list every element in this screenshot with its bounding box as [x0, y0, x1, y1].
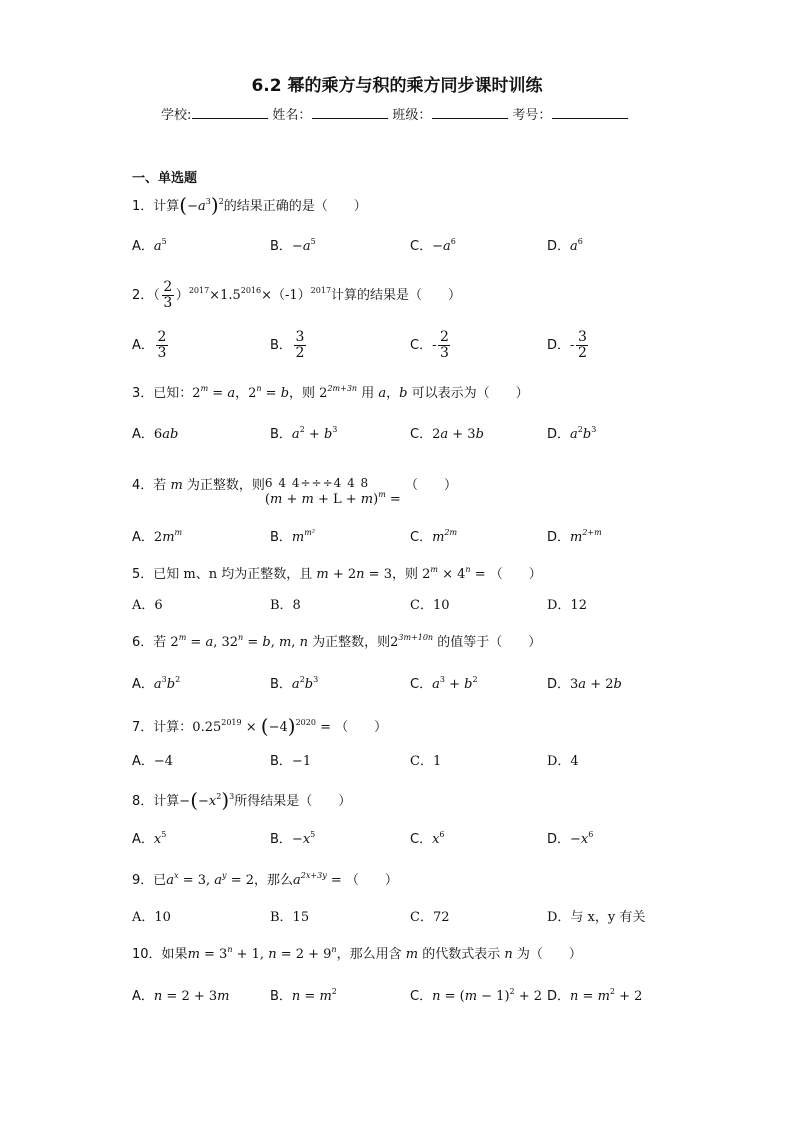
- q1-option-b[interactable]: B．$-a^5$: [270, 237, 316, 254]
- q2-option-b[interactable]: B． $\frac{3}{2}$: [270, 329, 305, 361]
- page-title: 6.2 幂的乘方与积的乘方同步课时训练: [251, 76, 543, 96]
- q2-option-c[interactable]: C．- $\frac{2}{3}$: [410, 329, 449, 361]
- q9-option-c[interactable]: C．72: [410, 910, 450, 925]
- q8-option-a[interactable]: A．$x^5$: [132, 830, 167, 847]
- q2-option-d[interactable]: D．- $\frac{3}{2}$: [547, 329, 587, 361]
- q3-option-c[interactable]: C．2a + 3b: [410, 427, 484, 442]
- q8-option-c[interactable]: C．$x^6$: [410, 830, 445, 847]
- q5-option-a[interactable]: A．6: [132, 598, 163, 613]
- q10-option-a[interactable]: A．n = 2 + 3m: [132, 989, 230, 1004]
- q1-option-a[interactable]: A．$a^5$: [132, 237, 167, 254]
- q9-option-a[interactable]: A．10: [132, 910, 171, 925]
- q6-option-a[interactable]: A．$a^3b^2$: [132, 675, 181, 692]
- q6-option-d[interactable]: D．3a + 2b: [547, 677, 622, 692]
- q8-option-b[interactable]: B．$-x^5$: [270, 830, 316, 847]
- q9-option-b[interactable]: B．15: [270, 910, 310, 925]
- class-label: 班级：: [392, 108, 432, 123]
- q2-option-a[interactable]: A． $\frac{2}{3}$: [132, 329, 167, 361]
- q1-option-c[interactable]: C．$-a^6$: [410, 237, 456, 254]
- q10-option-d[interactable]: D．$n = m^2 + 2$: [547, 987, 643, 1004]
- q4-option-a[interactable]: A．$2m^m$: [132, 528, 183, 545]
- q7-option-c[interactable]: C．1: [410, 754, 442, 769]
- q4-option-c[interactable]: C．$m^{2m}$: [410, 528, 458, 545]
- garbled-expression: 6 4 4÷÷÷4 4 8 $(m + m + L + m)^m$ =: [264, 476, 401, 507]
- question-10: 10．如果$m = 3^n + 1$, $n = 2 + 9^n$，那么用含 m 的代数式表示 n 为（ ）: [132, 945, 582, 962]
- q10-option-c[interactable]: C．$n = (m - 1)^2 + 2$: [410, 987, 543, 1004]
- q5-option-d[interactable]: D．12: [547, 598, 587, 613]
- question-5: 5．已知 m、n 均为正整数，且 m + 2n = 3，则 $2^m \times 4^n$ = （ ）: [132, 565, 542, 582]
- q7-option-a[interactable]: A．−4: [132, 754, 174, 769]
- question-1: 1．计算$(-a^3)^2$的结果正确的是（ ）: [132, 193, 367, 217]
- question-8: 8．计算$-(-x^2)^3$所得结果是（ ）: [132, 788, 352, 812]
- q8-option-d[interactable]: D．$-x^6$: [547, 830, 594, 847]
- q6-option-c[interactable]: C．$a^3 + b^2$: [410, 675, 478, 692]
- q1-option-d[interactable]: D．$a^6$: [547, 237, 583, 254]
- q9-option-d[interactable]: D．与 x，y 有关: [547, 910, 646, 925]
- question-4: 4．若 m 为正整数，则6 4 4÷÷÷4 4 8 $(m + m + L + m)^m$ = （ ）: [132, 476, 457, 507]
- question-7: 7．计算：$0.25^{2019} \times (-4)^{2020}$ = （ ）: [132, 714, 388, 738]
- name-label: 姓名：: [272, 108, 312, 123]
- q3-option-a[interactable]: A．6ab: [132, 427, 179, 442]
- number-blank[interactable]: [552, 106, 628, 119]
- section-title: 一、单选题: [132, 171, 198, 186]
- number-label: 考号：: [512, 108, 552, 123]
- q7-option-d[interactable]: D．4: [547, 754, 579, 769]
- q3-option-d[interactable]: D．$a^2b^3$: [547, 425, 597, 442]
- q4-option-d[interactable]: D．$m^{2+m}$: [547, 528, 602, 545]
- question-3: 3．已知：$2^m = a$，$2^n = b$，则 $2^{2m+3n}$ 用 a，b 可以表示为（ ）: [132, 384, 529, 401]
- q5-option-c[interactable]: C．10: [410, 598, 450, 613]
- question-6: 6．若 $2^m = a$, $32^n = b$, m, n 为正整数，则$2^{3m+10n}$ 的值等于（ ）: [132, 633, 542, 650]
- name-blank[interactable]: [312, 106, 388, 119]
- q6-option-b[interactable]: B．$a^2b^3$: [270, 675, 319, 692]
- class-blank[interactable]: [432, 106, 508, 119]
- school-blank[interactable]: [192, 106, 268, 119]
- q10-option-b[interactable]: B．$n = m^2$: [270, 987, 337, 1004]
- question-9: 9．已$a^x = 3$, $a^y = 2$，那么$a^{2x+3y}$ = （ ）: [132, 871, 398, 888]
- q4-option-b[interactable]: B．$m^{m^2}$: [270, 528, 316, 545]
- school-label: 学校:: [161, 108, 192, 123]
- student-info-row: [161, 104, 632, 123]
- q3-option-b[interactable]: B．$a^2 + b^3$: [270, 425, 338, 442]
- q7-option-b[interactable]: B．−1: [270, 754, 312, 769]
- q5-option-b[interactable]: B．8: [270, 598, 301, 613]
- question-2: 2．（ $\frac{2}{3}$ ）$^{2017}\times 1.5^{2016}\times(-1)^{2017}$计算的结果是（ ）: [132, 279, 462, 311]
